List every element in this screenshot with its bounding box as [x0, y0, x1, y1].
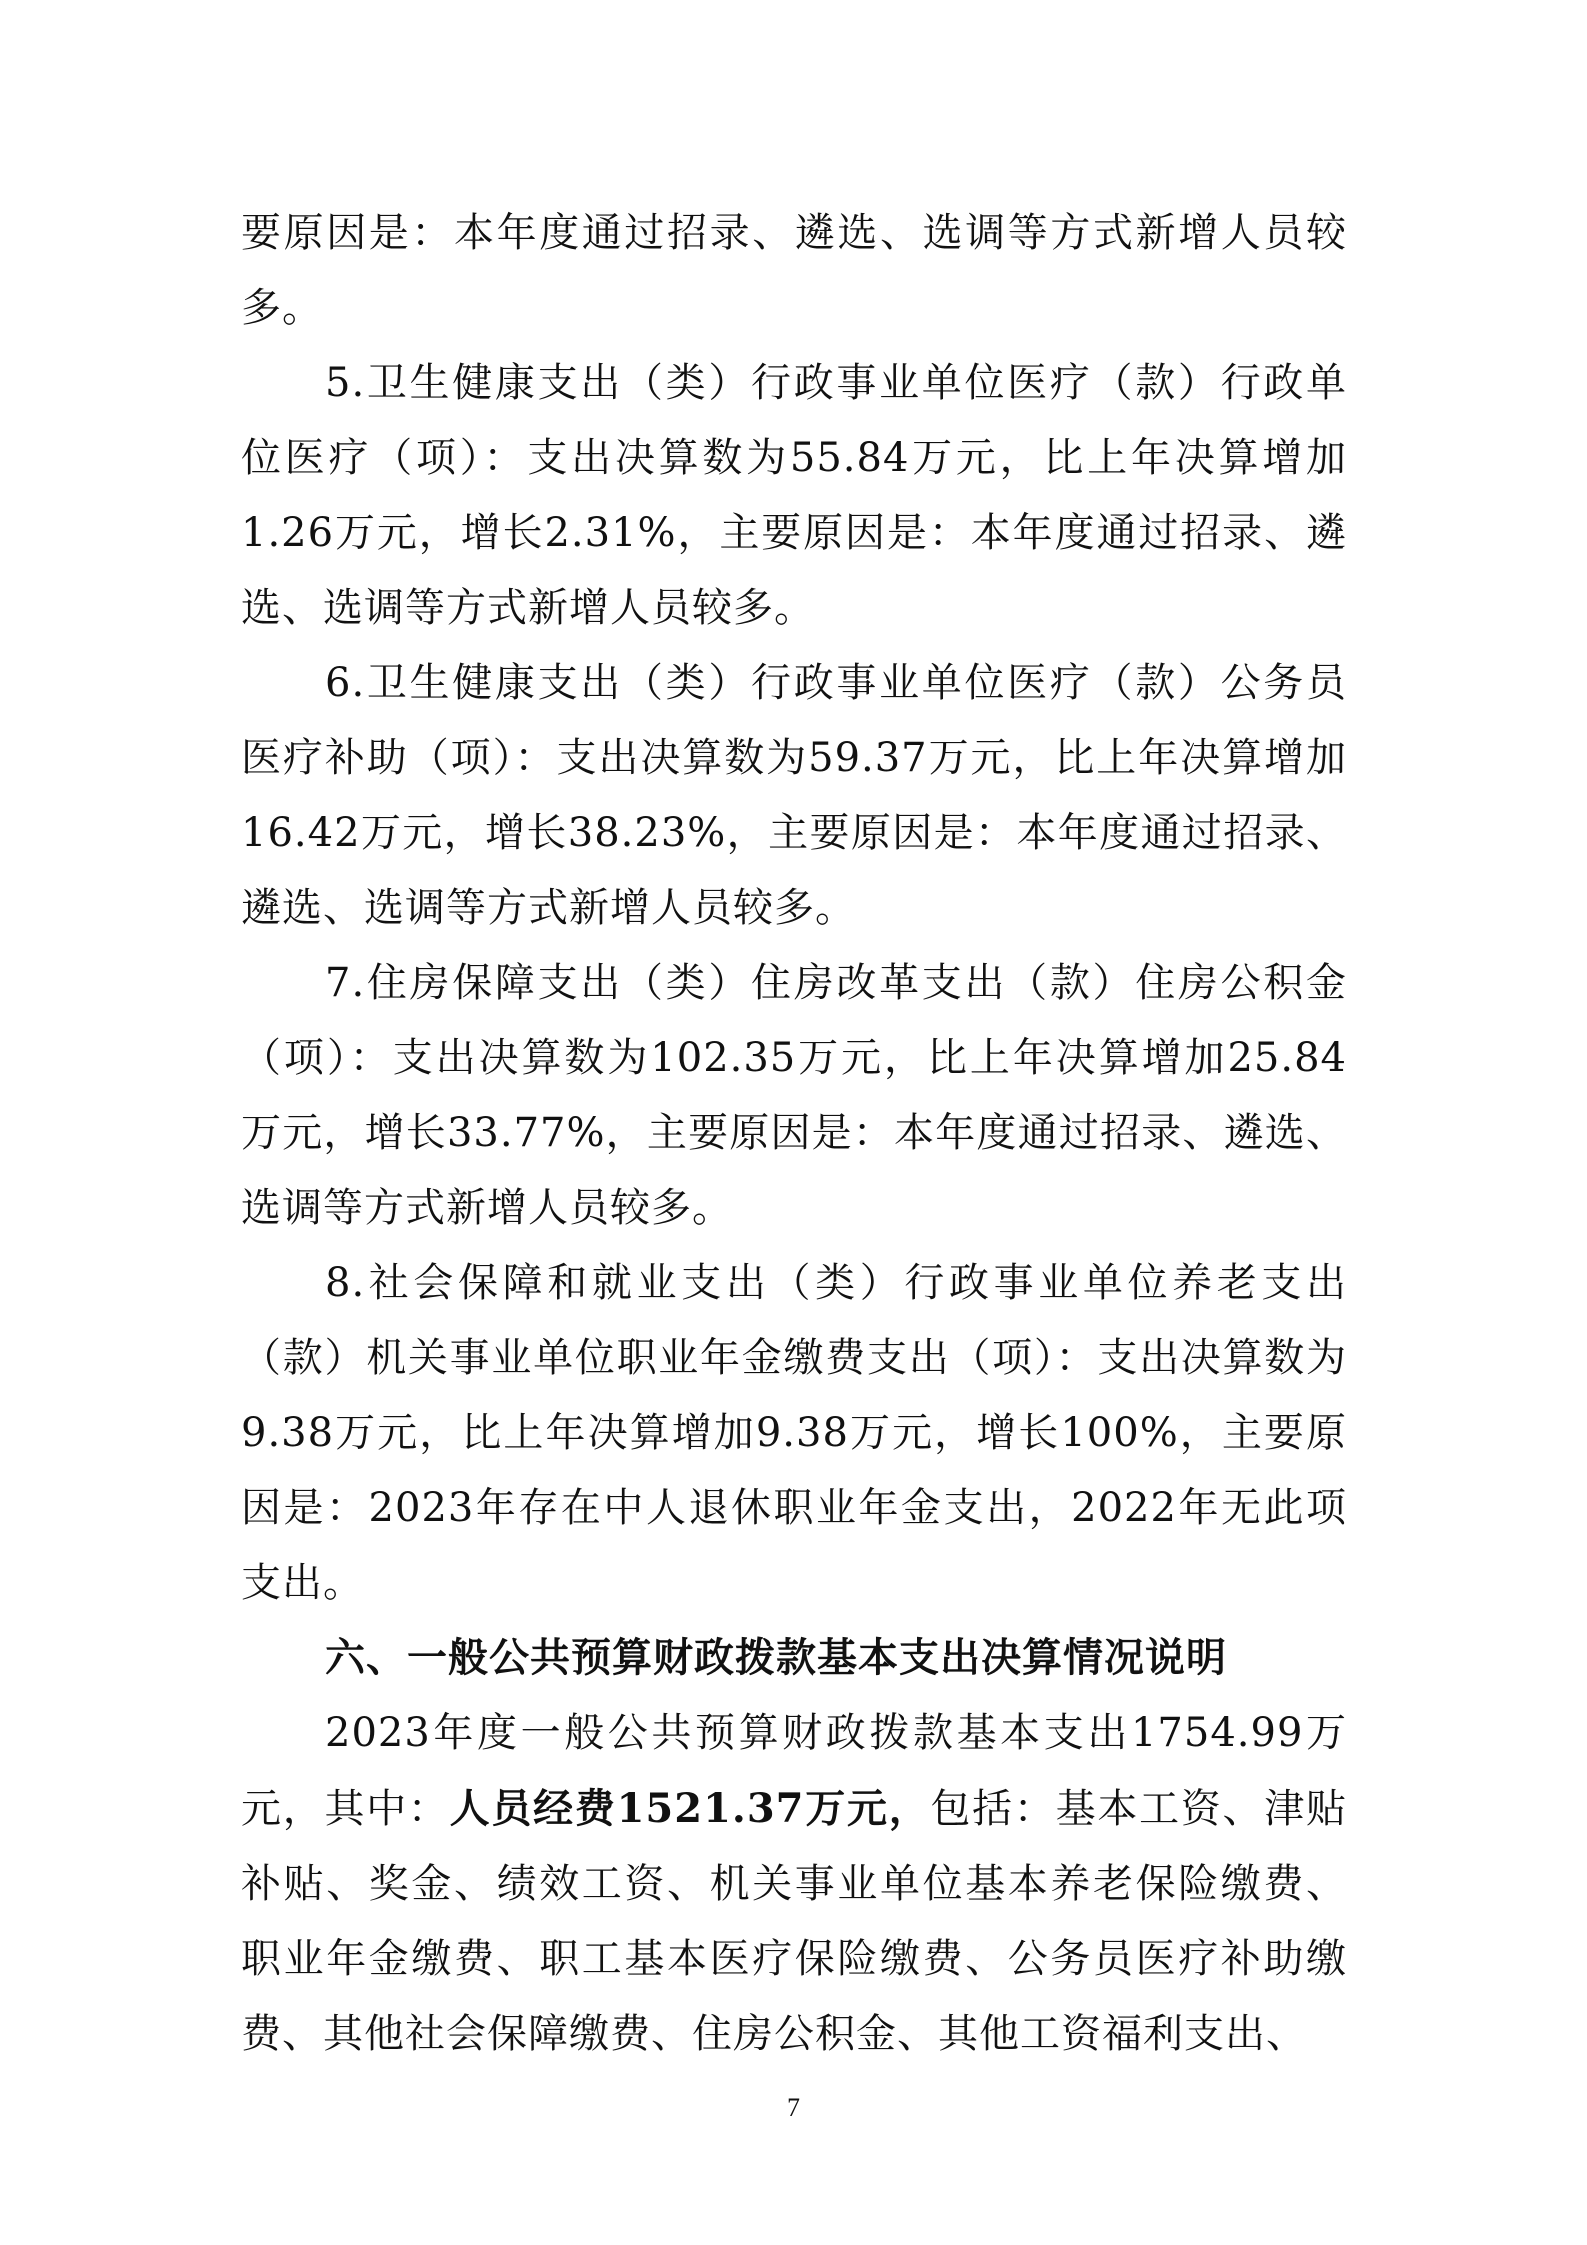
personnel-expense-detail: 包括：基本工资、津贴补贴、奖金、绩效工资、机关事业单位基本养老保险缴费、职业年金缴费、职工基本医疗保险缴费、公务员医疗补助缴费、其他社会保障缴费、住房公积金、其他工资福利支出、: [241, 1786, 1347, 2057]
paragraph-item-7: 7.住房保障支出（类）住房改革支出（款）住房公积金（项）：支出决算数为102.35万元，比上年决算增加25.84万元，增长33.77%，主要原因是：本年度通过招录、遴选、选调等方式新增人员较多。: [241, 960, 1347, 1231]
paragraph-item-8: 8.社会保障和就业支出（类）行政事业单位养老支出（款）机关事业单位职业年金缴费支出（项）：支出决算数为9.38万元，比上年决算增加9.38万元，增长100%，主要原因是：2023年存在中人退休职业年金支出，2022年无此项支出。: [241, 1260, 1347, 1606]
page-number: 7: [787, 2093, 800, 2122]
document-body: [241, 196, 1347, 2072]
paragraph-continuation: 要原因是：本年度通过招录、遴选、选调等方式新增人员较多。: [241, 210, 1347, 331]
basic-expenditure-intro: 2023年度一般公共预算财政拨款基本支出1754.99万元，其中：: [241, 1710, 1347, 1832]
personnel-expense-bold: 人员经费1521.37万元，: [449, 1785, 931, 1832]
section-heading: 六、一般公共预算财政拨款基本支出决算情况说明: [325, 1635, 1227, 1681]
paragraph-item-6: 6.卫生健康支出（类）行政事业单位医疗（款）公务员医疗补助（项）：支出决算数为59.37万元，比上年决算增加16.42万元，增长38.23%，主要原因是：本年度通过招录、遴选、选调等方式新增人员较多。: [241, 660, 1347, 931]
paragraph-item-5: 5.卫生健康支出（类）行政事业单位医疗（款）行政单位医疗（项）：支出决算数为55.84万元，比上年决算增加1.26万元，增长2.31%，主要原因是：本年度通过招录、遴选、选调等方式新增人员较多。: [241, 360, 1347, 631]
paragraph-basic-expenditure: [241, 1696, 1347, 2072]
